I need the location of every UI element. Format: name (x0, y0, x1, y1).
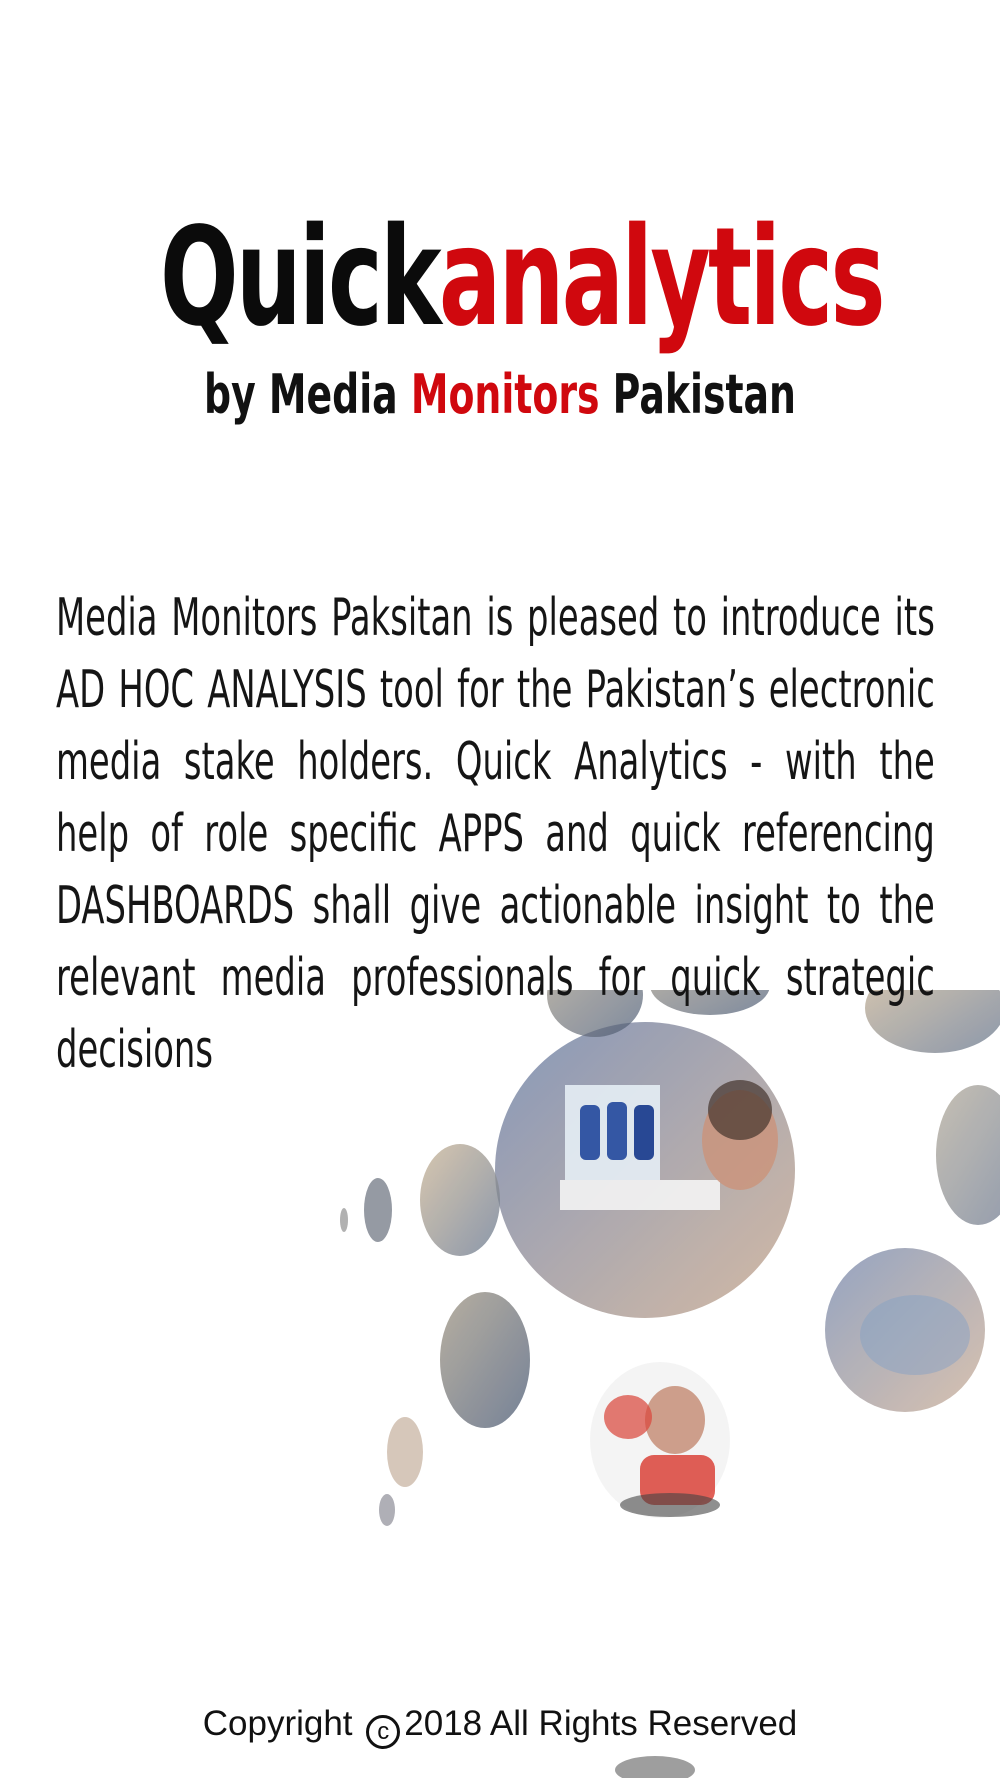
brand-tagline (150, 363, 850, 426)
intro-paragraph: Media Monitors Paksitan is pleased to introduce its AD HOC ANALYSIS tool for the Pakistan’s electronic media stake holders. Quick Analytics - with the help of role specific APPS and quick referencing DASHBOARDS shall give actionable insight to the relevant media professionals for quick strategic decisions (56, 588, 935, 1080)
tagline-pakistan: Pakistan (599, 363, 796, 426)
media-collage-image (330, 990, 1000, 1778)
copyright-label: Copyright (202, 1704, 353, 1743)
copyright-footer (0, 1704, 1000, 1749)
copyright-icon: c (366, 1715, 400, 1749)
tagline-monitors: Monitors (410, 363, 600, 426)
app-logo (160, 199, 883, 357)
copyright-rest: 2018 All Rights Reserved (404, 1704, 798, 1743)
logo-analytics: analytics (438, 199, 883, 357)
logo-quick: Quick (160, 199, 439, 357)
tagline-by: by Media (204, 363, 411, 426)
